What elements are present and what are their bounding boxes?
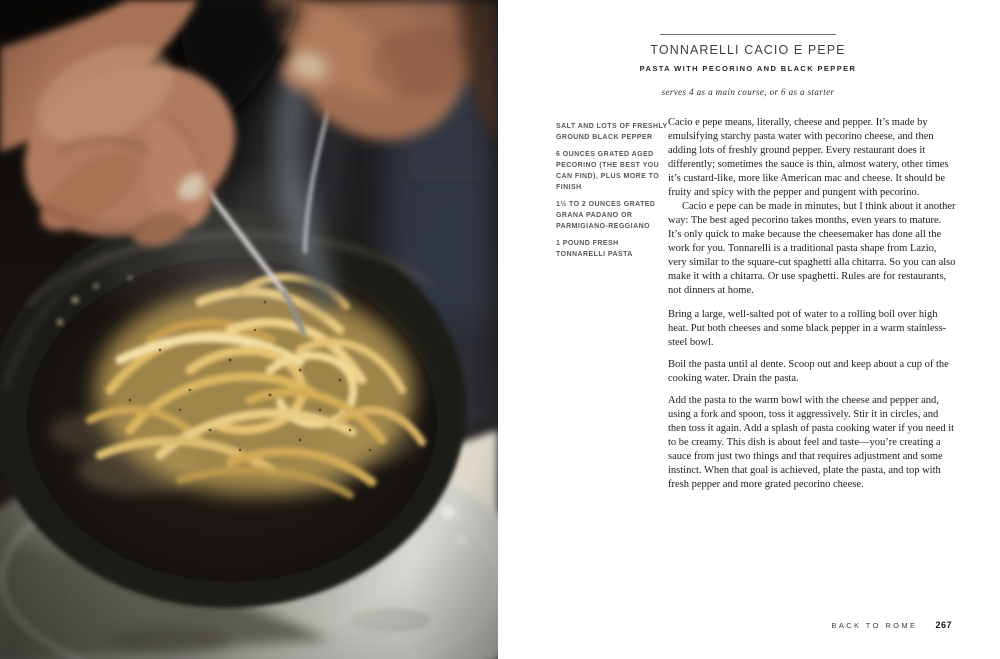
ingredient-item: 1 POUND FRESH TONNARELLI PASTA xyxy=(556,240,633,258)
recipe-header xyxy=(518,34,978,97)
recipe-body xyxy=(668,116,956,500)
recipe-subtitle: PASTA WITH PECORINO AND BLACK PEPPER xyxy=(639,64,857,73)
method-paragraph: Boil the pasta until al dente. Scoop out and keep about a cup of the cooking water. Drain the pasta. xyxy=(668,359,949,384)
method-paragraph: Add the pasta to the warm bowl with the cheese and pepper and, using a fork and spoon, toss it aggressively. Stir it in circles, and then toss it again. Add a splash of pasta cooking water if you need it to be creamy. This dish is about feel and taste—you’re creating a sauce from just two things and that requires adjustment and some instinct. When that goal is achieved, plate the pasta, and top with fresh pepper and more grated pecorino cheese. xyxy=(668,395,955,490)
ingredient-item: 6 OUNCES GRATED AGED PECORINO (THE BEST YOU CAN FIND), PLUS MORE TO FINISH xyxy=(556,151,660,191)
ingredient-list xyxy=(556,121,668,266)
recipe-intro xyxy=(668,116,956,298)
recipe-page xyxy=(498,0,1000,659)
pasta-photo-illustration xyxy=(0,0,498,659)
page-number: 267 xyxy=(935,620,952,630)
serves-note: serves 4 as a main course, or 6 as a starter xyxy=(661,87,835,97)
vignette-overlay xyxy=(0,0,498,659)
intro-paragraph: Cacio e pepe can be made in minutes, but I think about it another way: The best aged pecorino takes months, even years to mature. It’s only quick to make because the cheesemaker has done all the work for you. Tonnarelli is a traditional pasta shape from Lazio, very similar to the square-cut spaghetti alla chitarra. So you can also make it with a chitarra. Or use spaghetti. Rules are for restaurants, not dinners at home. xyxy=(668,201,956,296)
cookbook-photo xyxy=(0,0,498,659)
recipe-title: TONNARELLI CACIO E PEPE xyxy=(650,43,846,57)
chapter-label: BACK TO ROME xyxy=(831,621,918,630)
ingredient-item: SALT AND LOTS OF FRESHLY GROUND BLACK PEPPER xyxy=(556,123,668,141)
header-rule xyxy=(660,34,836,35)
page-footer xyxy=(831,615,952,633)
ingredient-item: 1½ TO 2 OUNCES GRATED GRANA PADANO OR PARMIGIANO-REGGIANO xyxy=(556,201,656,230)
intro-paragraph: Cacio e pepe means, literally, cheese and pepper. It’s made by emulsifying starchy pasta water with pecorino cheese, and then adding lots of freshly ground pepper. Every restaurant does it differently; sometimes the sauce is thin, almost watery, other times it’s custard-like, more like American mac and cheese. It should be fruity and spicy with the pepper and pungent with pecorino. xyxy=(668,117,949,198)
recipe-method xyxy=(668,308,956,492)
method-paragraph: Bring a large, well-salted pot of water to a rolling boil over high heat. Put both cheeses and some black pepper in a warm stainless-steel bowl. xyxy=(668,309,947,348)
